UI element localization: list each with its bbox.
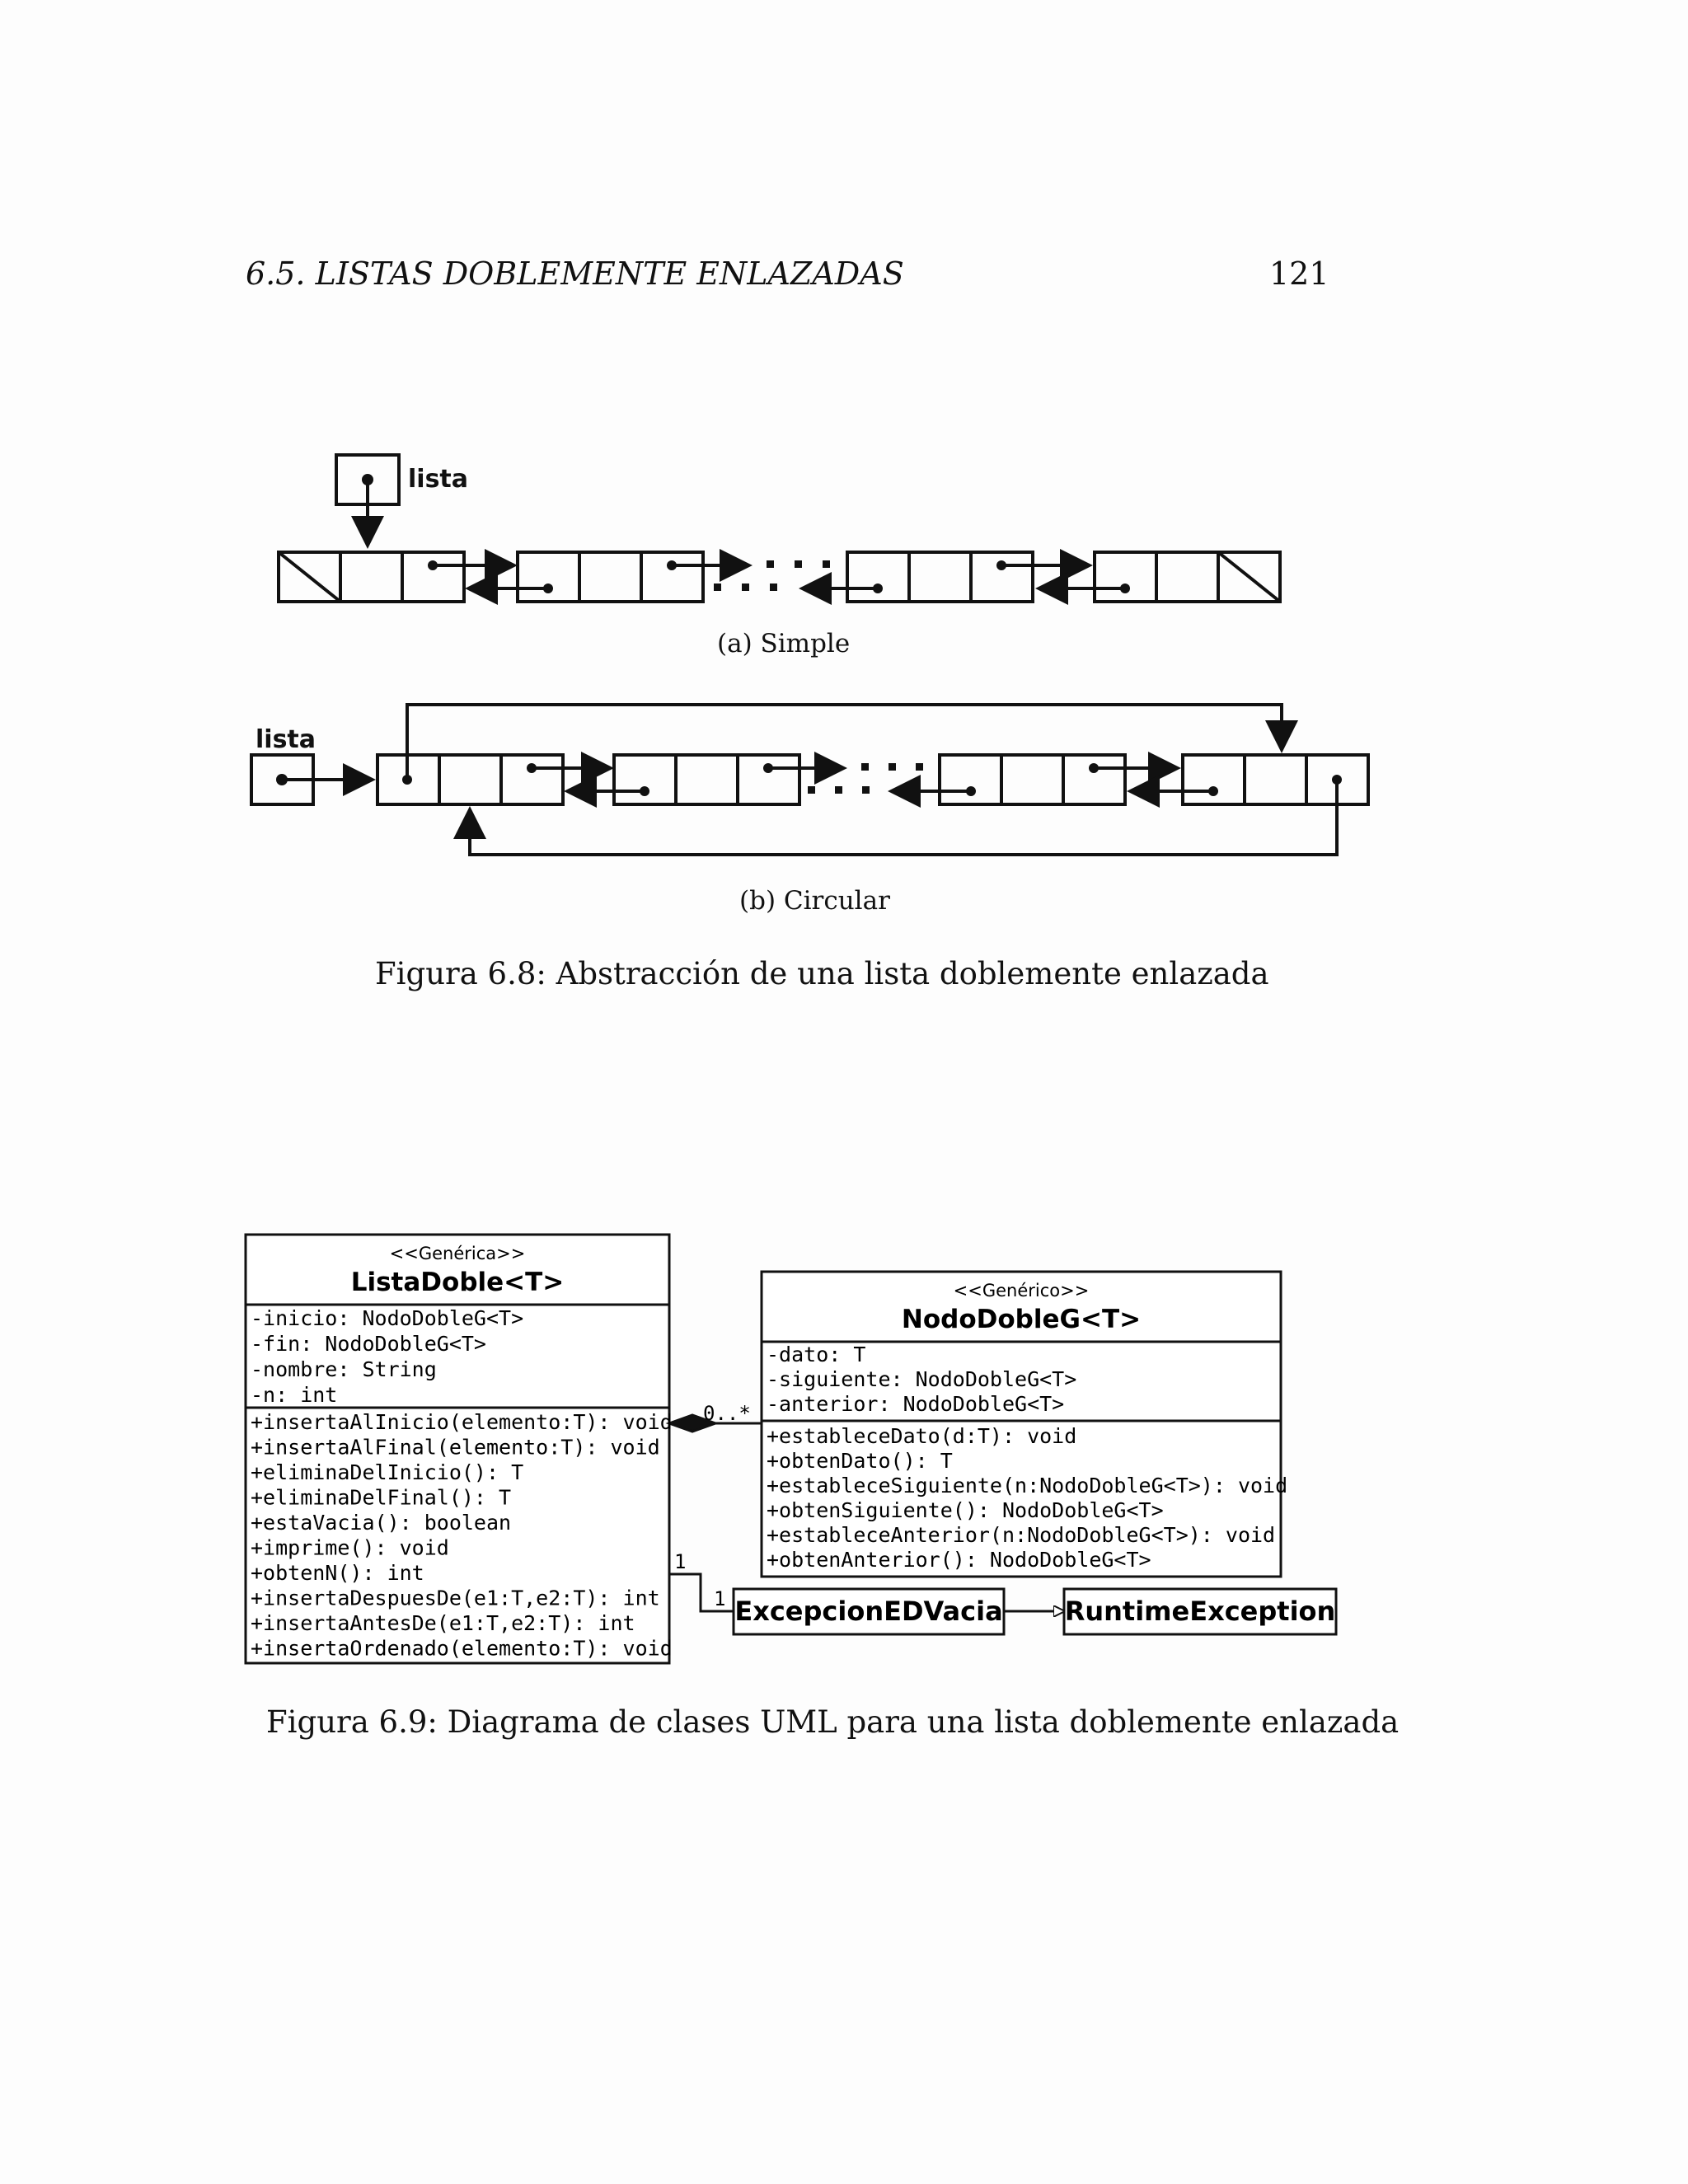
listadoble-stereotype: <<Genérica>>	[389, 1244, 526, 1263]
runtime-name: RuntimeException	[1064, 1596, 1336, 1627]
page-number: 121	[1269, 255, 1329, 292]
subcaption-a: (a) Simple	[717, 629, 851, 658]
excepcion-name: ExcepcionEDVacia	[734, 1596, 1003, 1627]
listadoble-method: +insertaAntesDe(e1:T,e2:T): int	[251, 1611, 635, 1635]
figure-6-8-caption: Figura 6.8: Abstracción de una lista doblemente enlazada	[375, 956, 1269, 991]
association-multiplicity-a: 1	[674, 1550, 687, 1573]
nodo-attribute: -dato: T	[767, 1343, 866, 1366]
listadoble-attribute: -inicio: NodoDobleG<T>	[251, 1306, 524, 1330]
listadoble-method: +eliminaDelFinal(): T	[251, 1485, 512, 1510]
listadoble-method: +insertaAlFinal(elemento:T): void	[251, 1435, 660, 1460]
composition-multiplicity: 0..*	[703, 1402, 751, 1425]
nodo-method: +estableceSiguiente(n:NodoDobleG<T>): void	[767, 1474, 1288, 1497]
nodo-stereotype: <<Genérico>>	[953, 1281, 1090, 1301]
listadoble-method: +eliminaDelInicio(): T	[251, 1460, 524, 1484]
nodo-method: +obtenDato(): T	[767, 1449, 953, 1473]
association-multiplicity-b: 1	[714, 1587, 726, 1610]
nodo-method: +estableceAnterior(n:NodoDobleG<T>): void	[767, 1523, 1276, 1547]
listadoble-method: +estaVacia(): boolean	[251, 1511, 512, 1535]
listadoble-method: +insertaAlInicio(elemento:T): void	[251, 1410, 673, 1434]
listadoble-method: +obtenN(): int	[251, 1561, 424, 1585]
listadoble-method: +imprime(): void	[251, 1535, 449, 1560]
listadoble-method: +insertaOrdenado(elemento:T): void	[251, 1636, 673, 1661]
listadoble-name: ListaDoble<T>	[350, 1268, 565, 1297]
running-head: 6.5. LISTAS DOBLEMENTE ENLAZADAS	[246, 255, 904, 292]
nodo-attribute: -siguiente: NodoDobleG<T>	[767, 1367, 1077, 1391]
lista-label-a: lista	[408, 465, 469, 494]
nodo-method: +obtenAnterior(): NodoDobleG<T>	[767, 1548, 1151, 1572]
listadoble-attribute: -fin: NodoDobleG<T>	[251, 1332, 486, 1356]
nodo-attribute: -anterior: NodoDobleG<T>	[767, 1392, 1065, 1416]
figure-6-9-caption: Figura 6.9: Diagrama de clases UML para una lista doblemente enlazada	[266, 1704, 1400, 1740]
nodo-name: NodoDobleG<T>	[901, 1305, 1142, 1334]
subcaption-b: (b) Circular	[739, 886, 890, 916]
nodo-method: +obtenSiguiente(): NodoDobleG<T>	[767, 1498, 1164, 1522]
lista-label-b: lista	[256, 725, 316, 754]
listadoble-attribute: -nombre: String	[251, 1357, 437, 1381]
listadoble-method: +insertaDespuesDe(e1:T,e2:T): int	[251, 1586, 660, 1610]
listadoble-attribute: -n: int	[251, 1383, 338, 1407]
nodo-method: +estableceDato(d:T): void	[767, 1424, 1077, 1448]
